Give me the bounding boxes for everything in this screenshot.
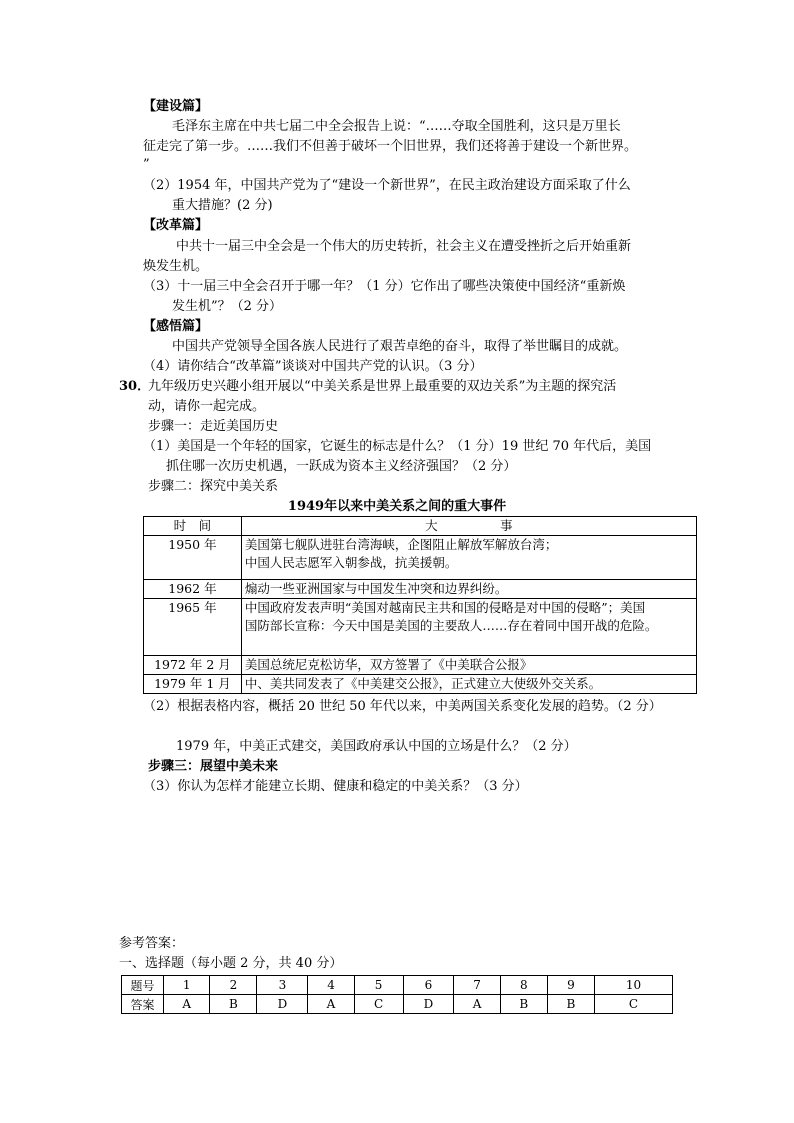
event-time: 1972 年 2 月 (144, 656, 242, 675)
answer-letter: B (210, 995, 257, 1014)
table-row (144, 599, 697, 656)
header-event: 大 事 (241, 517, 696, 536)
row-label: 答案 (122, 995, 164, 1014)
question-4: （4）请你结合“改革篇”谈谈对中国共产党的认识。（3 分） (143, 359, 483, 374)
answer-letter: A (164, 995, 210, 1014)
paragraph-line: 中共十一届三中全会是一个伟大的历史转折，社会主义在遭受挫折之后开始重新 (176, 239, 632, 254)
section-heading-gaige: 【改革篇】 (143, 218, 209, 233)
step-3-heading: 步骤三：展望中美未来 (148, 759, 279, 774)
paragraph-line: 中国共产党领导全国各族人民进行了艰苦卓绝的奋斗，取得了举世瞩目的成就。 (172, 339, 628, 354)
header-time: 时 间 (144, 517, 242, 536)
event-time: 1965 年 (144, 599, 242, 656)
table-header-row (144, 517, 697, 536)
event-line: 中国人民志愿军入朝参战，抗美援朝。 (244, 555, 458, 570)
answers-letter-row (122, 995, 673, 1014)
step-2-question: （2）根据表格内容，概括 20 世纪 50 年代以来，中美两国关系变化发展的趋势。（2 分） (143, 699, 662, 714)
answer-letter: D (257, 995, 308, 1014)
quote-line: 毛泽东主席在中共七届二中全会报告上说：“……夺取全国胜利，这只是万里长 (172, 119, 621, 134)
table-title: 1949年以来中美关系之间的重大事件 (287, 499, 507, 514)
answer-letter: A (454, 995, 500, 1014)
step-3-question: （3）你认为怎样才能建立长期、健康和稳定的中美关系？（3 分） (143, 779, 528, 794)
event-time: 1979 年 1 月 (144, 675, 242, 694)
step-2-question-b: 1979 年，中美正式建交，美国政府承认中国的立场是什么？（2 分） (176, 739, 577, 754)
answer-number: 5 (354, 976, 403, 995)
answer-number: 8 (500, 976, 547, 995)
question-30-intro-cont: 动，请你一起完成。 (148, 399, 266, 414)
answer-letter: C (594, 995, 672, 1014)
event-line: 国防部长宣称：今天中国是美国的主要敌人……存在着同中国开战的危险。 (244, 618, 658, 633)
event-time: 1962 年 (144, 580, 242, 599)
event-time: 1950 年 (144, 536, 242, 580)
answer-number: 9 (547, 976, 594, 995)
answer-number: 4 (308, 976, 354, 995)
step-1-question-cont: 抓住哪一次历史机遇，一跃成为资本主义经济强国？（2 分） (166, 459, 517, 474)
answers-table (121, 975, 673, 1014)
event-line: 美国第七舰队进驻台湾海峡，企图阻止解放军解放台湾； (244, 537, 558, 552)
answer-number: 2 (210, 976, 257, 995)
answer-letter: C (354, 995, 403, 1014)
table-row (144, 656, 697, 675)
question-2: （2）1954 年，中国共产党为了“建设一个新世界”，在民主政治建设方面采取了什么 (143, 178, 631, 193)
answer-number: 6 (403, 976, 454, 995)
step-2-heading: 步骤二：探究中美关系 (148, 479, 279, 494)
question-3: （3）十一届三中全会召开于哪一年？（1 分）它作出了哪些决策使中国经济“重新焕 (143, 279, 626, 294)
quote-line: ” (143, 157, 150, 172)
section-heading-jianshe: 【建设篇】 (143, 99, 209, 114)
answer-letter: D (403, 995, 454, 1014)
paragraph-line: 焕发生机。 (143, 259, 209, 274)
event-desc (241, 599, 696, 656)
step-1-question: （1）美国是一个年轻的国家，它诞生的标志是什么？（1 分）19 世纪 70 年代后，美国 (143, 439, 652, 454)
event-line: 美国总统尼克松访华，双方签署了《中美联合公报》 (244, 657, 533, 672)
answers-title: 参考答案： (119, 936, 185, 951)
table-row (144, 675, 697, 694)
table-row (144, 536, 697, 580)
row-label: 题号 (122, 976, 164, 995)
event-line: 煽动一些亚洲国家与中国发生冲突和边界纠纷。 (244, 581, 508, 596)
events-table (143, 516, 697, 694)
event-desc (241, 580, 696, 599)
question-3-cont: 发生机”？（2 分） (172, 299, 283, 314)
question-30-intro: 九年级历史兴趣小组开展以“中美关系是世界上最重要的双边关系”为主题的探究活 (148, 379, 617, 394)
answer-number: 7 (454, 976, 500, 995)
section-heading-ganwu: 【感悟篇】 (143, 319, 209, 334)
answer-letter: B (500, 995, 547, 1014)
event-line: 中、美共同发表了《中美建交公报》，正式建立大使级外交关系。 (244, 676, 602, 691)
event-desc (241, 675, 696, 694)
event-line: 中国政府发表声明“美国对越南民主共和国的侵略是对中国的侵略”；美国 (244, 600, 646, 615)
answer-letter: A (308, 995, 354, 1014)
answers-number-row (122, 976, 673, 995)
step-1-heading: 步骤一：走近美国历史 (148, 419, 279, 434)
table-row (144, 580, 697, 599)
event-desc (241, 656, 696, 675)
answer-number: 10 (594, 976, 672, 995)
answer-number: 3 (257, 976, 308, 995)
quote-line: 征走完了第一步。……我们不但善于破坏一个旧世界，我们还将善于建设一个新世界。 (143, 139, 638, 154)
question-30-number: 30． (119, 379, 151, 394)
answer-letter: B (547, 995, 594, 1014)
answers-section: 一、选择题（每小题 2 分，共 40 分） (119, 956, 343, 971)
answer-number: 1 (164, 976, 210, 995)
question-2-cont: 重大措施？(2 分) (172, 198, 273, 213)
event-desc (241, 536, 696, 580)
